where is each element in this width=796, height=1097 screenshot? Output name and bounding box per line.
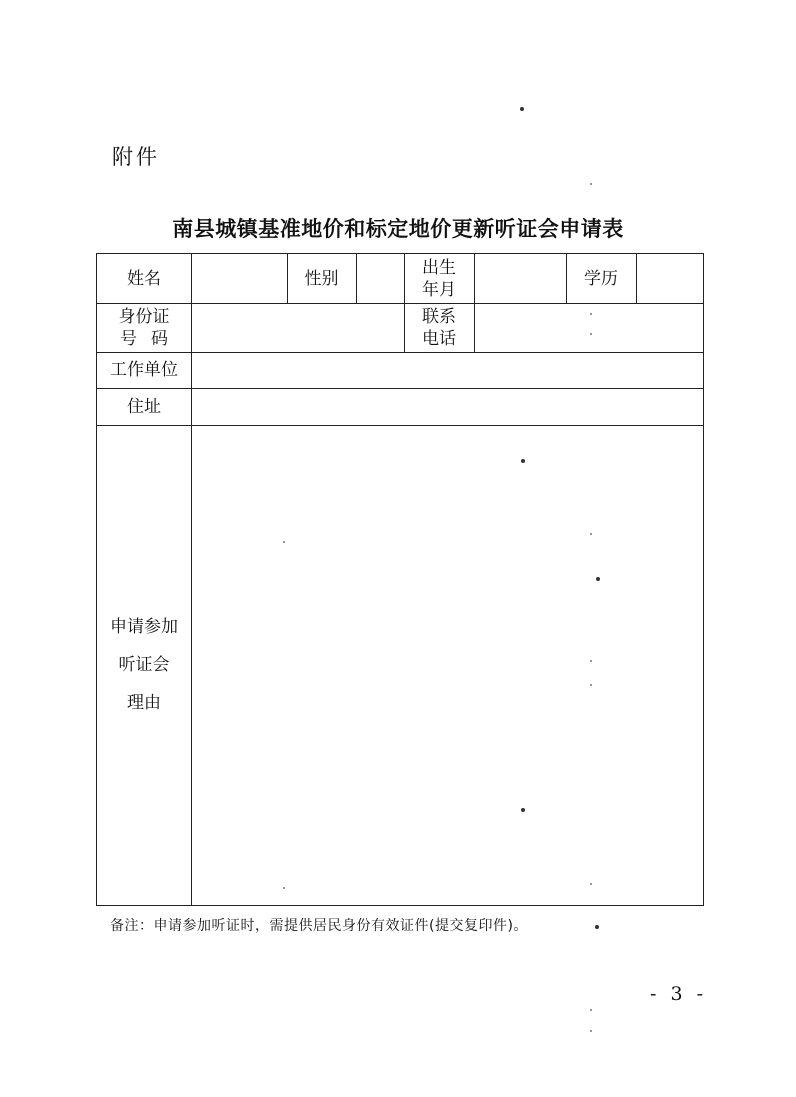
- scan-speck: [590, 313, 592, 315]
- education-label: 学历: [584, 268, 618, 289]
- id-label-line1: 身份证: [118, 306, 170, 327]
- contact-label-line2: 电话: [422, 328, 456, 349]
- scan-speck: [590, 1030, 592, 1032]
- scan-speck: [521, 808, 525, 812]
- birth-label-line1: 出生: [422, 257, 456, 278]
- scan-speck: [595, 925, 599, 929]
- id-number-label: [97, 303, 191, 352]
- scan-speck: [590, 684, 592, 686]
- scan-speck: [590, 660, 592, 662]
- scan-speck: [520, 107, 524, 111]
- address-field[interactable]: [192, 388, 703, 425]
- reason-label-line1: 申请参加: [110, 617, 178, 637]
- attachment-label: 附件: [112, 145, 160, 169]
- contact-label-line1: 联系: [422, 306, 456, 327]
- reason-label-line3: 理由: [127, 693, 161, 713]
- scan-speck: [596, 577, 600, 581]
- scan-speck: [521, 459, 525, 463]
- birth-date-field[interactable]: [475, 254, 566, 303]
- scan-speck: [590, 883, 592, 885]
- name-field[interactable]: [192, 254, 287, 303]
- birth-date-label: [404, 254, 474, 303]
- page-number: - 3 -: [650, 983, 708, 1005]
- scan-speck: [283, 887, 285, 889]
- address-label: 住址: [127, 396, 161, 417]
- reason-label: [97, 425, 191, 905]
- birth-label-line2: 年月: [422, 279, 456, 300]
- employer-label: 工作单位: [110, 360, 178, 380]
- scan-speck: [590, 533, 592, 535]
- reason-label-line2: 听证会: [118, 655, 170, 675]
- page-title: 南县城镇基准地价和标定地价更新听证会申请表: [172, 216, 624, 241]
- employer-field[interactable]: [192, 352, 703, 388]
- id-number-field[interactable]: [192, 303, 404, 352]
- gender-label: 性别: [304, 268, 339, 289]
- scan-speck: [590, 1009, 592, 1011]
- id-label-line2: 号码: [120, 328, 182, 349]
- reason-field[interactable]: [192, 425, 703, 905]
- scan-speck: [283, 541, 285, 543]
- contact-phone-label: [404, 303, 474, 352]
- gender-field[interactable]: [357, 254, 404, 303]
- application-form-table: [96, 253, 704, 906]
- footnote: 备注：申请参加听证时，需提供居民身份有效证件(提交复印件)。: [110, 918, 528, 934]
- scan-speck: [590, 333, 592, 335]
- education-field[interactable]: [637, 254, 703, 303]
- name-label: 姓名: [127, 268, 161, 289]
- scan-speck: [590, 183, 592, 185]
- contact-phone-field[interactable]: [475, 303, 703, 352]
